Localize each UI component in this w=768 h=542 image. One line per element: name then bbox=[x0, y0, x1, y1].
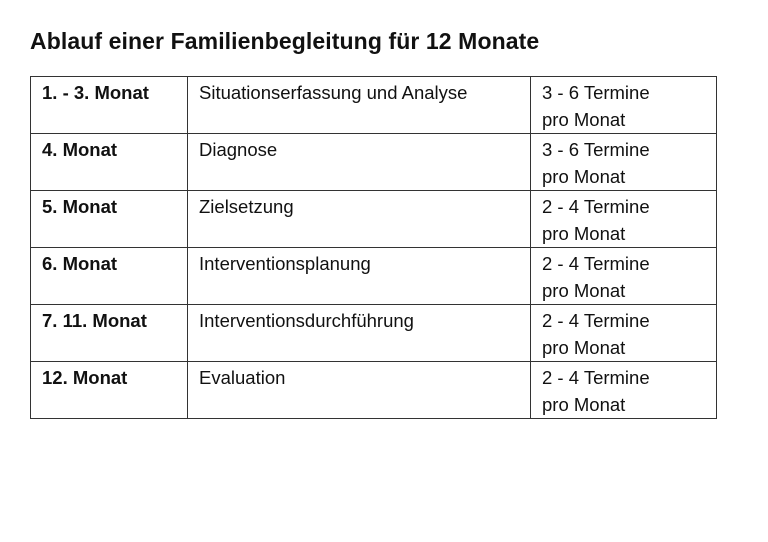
period-cell: 7. 11. Monat bbox=[31, 305, 188, 362]
table-row bbox=[31, 191, 717, 248]
frequency-unit: pro Monat bbox=[542, 223, 626, 244]
frequency-range: 2 - 4 Termine bbox=[542, 196, 650, 217]
frequency-range: 2 - 4 Termine bbox=[542, 367, 650, 388]
frequency-cell bbox=[531, 191, 717, 248]
table-row bbox=[31, 134, 717, 191]
phase-cell: Interventionsdurchführung bbox=[188, 305, 531, 362]
phase-cell: Evaluation bbox=[188, 362, 531, 419]
page-title: Ablauf einer Familienbegleitung für 12 Monate bbox=[30, 28, 540, 54]
table-row bbox=[31, 362, 717, 419]
period-cell: 5. Monat bbox=[31, 191, 188, 248]
frequency-cell bbox=[531, 248, 717, 305]
frequency-range: 3 - 6 Termine bbox=[542, 82, 650, 103]
table-row bbox=[31, 248, 717, 305]
frequency-unit: pro Monat bbox=[542, 280, 626, 301]
phase-cell: Zielsetzung bbox=[188, 191, 531, 248]
frequency-range: 2 - 4 Termine bbox=[542, 253, 650, 274]
period-cell: 6. Monat bbox=[31, 248, 188, 305]
frequency-cell bbox=[531, 305, 717, 362]
frequency-cell bbox=[531, 77, 717, 134]
frequency-cell bbox=[531, 134, 717, 191]
period-cell: 1. - 3. Monat bbox=[31, 77, 188, 134]
frequency-unit: pro Monat bbox=[542, 166, 626, 187]
phase-cell: Diagnose bbox=[188, 134, 531, 191]
frequency-range: 3 - 6 Termine bbox=[542, 139, 650, 160]
table-row bbox=[31, 77, 717, 134]
phase-cell: Situationserfassung und Analyse bbox=[188, 77, 531, 134]
frequency-cell bbox=[531, 362, 717, 419]
frequency-unit: pro Monat bbox=[542, 337, 626, 358]
frequency-unit: pro Monat bbox=[542, 394, 626, 415]
table-row bbox=[31, 305, 717, 362]
frequency-unit: pro Monat bbox=[542, 109, 626, 130]
period-cell: 4. Monat bbox=[31, 134, 188, 191]
phase-cell: Interventionsplanung bbox=[188, 248, 531, 305]
period-cell: 12. Monat bbox=[31, 362, 188, 419]
schedule-table bbox=[30, 76, 717, 419]
frequency-range: 2 - 4 Termine bbox=[542, 310, 650, 331]
